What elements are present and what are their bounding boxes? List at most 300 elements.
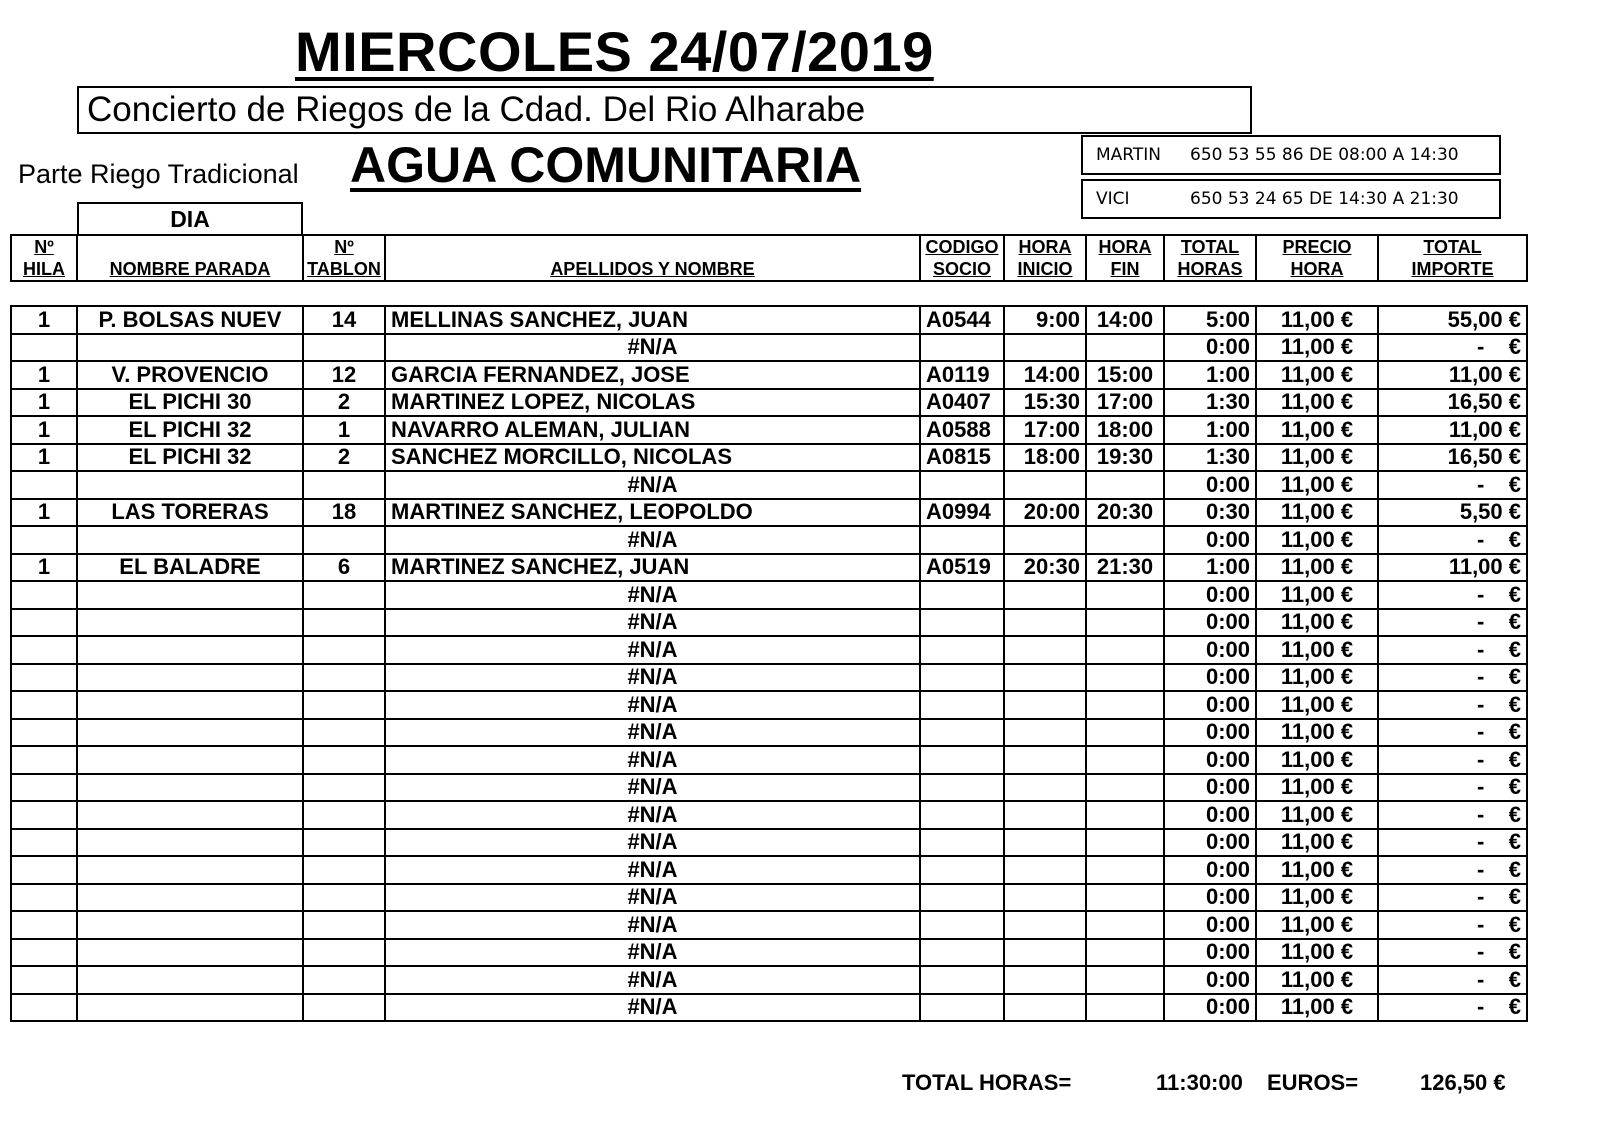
total-horas-label: TOTAL HORAS=	[902, 1070, 1072, 1095]
cell-horas: 1:30	[1164, 389, 1256, 417]
cell-nombre: #N/A	[385, 801, 920, 829]
cell-tablon: 2	[303, 389, 385, 417]
cell-importe: 55,00 €	[1378, 306, 1527, 334]
cell-fin	[1086, 471, 1164, 499]
cell-precio: 11,00 €	[1256, 444, 1378, 472]
cell-hila	[11, 966, 77, 994]
cell-hila: 1	[11, 389, 77, 417]
cell-horas: 1:00	[1164, 416, 1256, 444]
col-nombre-top	[385, 235, 920, 258]
cell-parada: EL PICHI 32	[77, 416, 303, 444]
cell-hila	[11, 829, 77, 857]
contact-name: MARTIN	[1096, 145, 1161, 165]
subtitle-box	[77, 86, 1252, 134]
col-horas-top: TOTAL	[1164, 235, 1256, 258]
cell-hila	[11, 856, 77, 884]
cell-parada: EL BALADRE	[77, 554, 303, 582]
cell-importe: 11,00 €	[1378, 554, 1527, 582]
cell-precio: 11,00 €	[1256, 691, 1378, 719]
table-row	[11, 911, 1527, 939]
col-importe-top: TOTAL	[1378, 235, 1527, 258]
cell-tablon: 6	[303, 554, 385, 582]
cell-parada	[77, 939, 303, 967]
cell-nombre: #N/A	[385, 911, 920, 939]
cell-importe: - €	[1378, 691, 1527, 719]
cell-importe: - €	[1378, 829, 1527, 857]
cell-parada	[77, 774, 303, 802]
cell-fin	[1086, 581, 1164, 609]
cell-nombre: #N/A	[385, 691, 920, 719]
cell-hila	[11, 994, 77, 1022]
cell-parada	[77, 801, 303, 829]
cell-horas: 0:00	[1164, 774, 1256, 802]
cell-nombre: #N/A	[385, 526, 920, 554]
cell-tablon	[303, 856, 385, 884]
table-row	[11, 554, 1527, 582]
cell-nombre: NAVARRO ALEMAN, JULIAN	[385, 416, 920, 444]
contact-info: 650 53 55 86 DE 08:00 A 14:30	[1190, 145, 1459, 165]
euros-label: EUROS=	[1267, 1070, 1359, 1095]
cell-tablon: 14	[303, 306, 385, 334]
cell-horas: 0:00	[1164, 911, 1256, 939]
cell-horas: 0:00	[1164, 994, 1256, 1022]
cell-hila	[11, 801, 77, 829]
cell-hila	[11, 609, 77, 637]
data-table	[10, 305, 1528, 1022]
cell-tablon	[303, 911, 385, 939]
cell-fin: 17:00	[1086, 389, 1164, 417]
cell-importe: - €	[1378, 719, 1527, 747]
cell-inicio: 9:00	[1004, 306, 1086, 334]
cell-hila	[11, 939, 77, 967]
cell-tablon	[303, 526, 385, 554]
cell-tablon	[303, 884, 385, 912]
cell-precio: 11,00 €	[1256, 994, 1378, 1022]
cell-nombre: #N/A	[385, 746, 920, 774]
table-row	[11, 636, 1527, 664]
cell-fin	[1086, 526, 1164, 554]
cell-importe: - €	[1378, 526, 1527, 554]
table-row	[11, 499, 1527, 527]
cell-inicio	[1004, 856, 1086, 884]
cell-fin: 15:00	[1086, 361, 1164, 389]
cell-parada: V. PROVENCIO	[77, 361, 303, 389]
cell-socio	[920, 471, 1004, 499]
cell-horas: 0:00	[1164, 636, 1256, 664]
cell-parada	[77, 856, 303, 884]
table-row	[11, 746, 1527, 774]
cell-socio: A0994	[920, 499, 1004, 527]
cell-precio: 11,00 €	[1256, 939, 1378, 967]
cell-nombre: #N/A	[385, 966, 920, 994]
table-row	[11, 334, 1527, 362]
cell-hila	[11, 746, 77, 774]
cell-hila	[11, 691, 77, 719]
cell-parada	[77, 526, 303, 554]
cell-importe: - €	[1378, 774, 1527, 802]
cell-parada: LAS TORERAS	[77, 499, 303, 527]
cell-parada: P. BOLSAS NUEV	[77, 306, 303, 334]
cell-socio	[920, 939, 1004, 967]
cell-precio: 11,00 €	[1256, 884, 1378, 912]
cell-nombre: #N/A	[385, 719, 920, 747]
cell-inicio	[1004, 691, 1086, 719]
cell-precio: 11,00 €	[1256, 856, 1378, 884]
cell-importe: - €	[1378, 856, 1527, 884]
cell-parada	[77, 829, 303, 857]
cell-socio: A0815	[920, 444, 1004, 472]
cell-horas: 0:00	[1164, 581, 1256, 609]
cell-inicio	[1004, 719, 1086, 747]
table-row	[11, 801, 1527, 829]
cell-socio	[920, 801, 1004, 829]
cell-precio: 11,00 €	[1256, 334, 1378, 362]
cell-nombre: GARCIA FERNANDEZ, JOSE	[385, 361, 920, 389]
cell-fin: 14:00	[1086, 306, 1164, 334]
cell-inicio	[1004, 636, 1086, 664]
cell-socio	[920, 334, 1004, 362]
cell-horas: 0:00	[1164, 526, 1256, 554]
cell-inicio: 17:00	[1004, 416, 1086, 444]
cell-socio: A0407	[920, 389, 1004, 417]
cell-hila	[11, 664, 77, 692]
cell-parada	[77, 884, 303, 912]
cell-inicio	[1004, 581, 1086, 609]
col-hila-top: Nº	[11, 235, 77, 258]
total-horas-value: 11:30:00	[1156, 1070, 1243, 1095]
table-row	[11, 609, 1527, 637]
col-parada-top	[77, 235, 303, 258]
cell-horas: 1:00	[1164, 361, 1256, 389]
cell-hila: 1	[11, 306, 77, 334]
cell-fin	[1086, 609, 1164, 637]
cell-importe: - €	[1378, 801, 1527, 829]
table-row	[11, 774, 1527, 802]
cell-socio	[920, 966, 1004, 994]
cell-tablon	[303, 939, 385, 967]
cell-hila	[11, 334, 77, 362]
cell-fin	[1086, 636, 1164, 664]
cell-horas: 0:30	[1164, 499, 1256, 527]
cell-parada	[77, 636, 303, 664]
cell-inicio	[1004, 884, 1086, 912]
cell-parada	[77, 746, 303, 774]
cell-tablon	[303, 994, 385, 1022]
cell-socio	[920, 911, 1004, 939]
cell-hila	[11, 884, 77, 912]
cell-nombre: #N/A	[385, 939, 920, 967]
cell-nombre: #N/A	[385, 664, 920, 692]
cell-precio: 11,00 €	[1256, 416, 1378, 444]
cell-socio: A0544	[920, 306, 1004, 334]
cell-socio	[920, 636, 1004, 664]
cell-precio: 11,00 €	[1256, 389, 1378, 417]
col-hila: HILA	[11, 258, 77, 281]
cell-tablon	[303, 829, 385, 857]
cell-importe: - €	[1378, 746, 1527, 774]
cell-parada	[77, 664, 303, 692]
cell-tablon	[303, 581, 385, 609]
cell-importe: - €	[1378, 581, 1527, 609]
cell-importe: - €	[1378, 636, 1527, 664]
cell-inicio	[1004, 609, 1086, 637]
table-row	[11, 939, 1527, 967]
col-inicio-top: HORA	[1004, 235, 1086, 258]
cell-hila: 1	[11, 361, 77, 389]
cell-fin	[1086, 664, 1164, 692]
cell-horas: 0:00	[1164, 691, 1256, 719]
cell-horas: 1:00	[1164, 554, 1256, 582]
cell-hila	[11, 471, 77, 499]
cell-nombre: #N/A	[385, 856, 920, 884]
cell-inicio: 14:00	[1004, 361, 1086, 389]
cell-tablon	[303, 636, 385, 664]
cell-importe: 11,00 €	[1378, 361, 1527, 389]
cell-horas: 0:00	[1164, 471, 1256, 499]
table-row	[11, 719, 1527, 747]
parte-label: Parte Riego Tradicional	[18, 159, 299, 189]
cell-importe: - €	[1378, 884, 1527, 912]
cell-fin: 21:30	[1086, 554, 1164, 582]
subtitle: Concierto de Riegos de la Cdad. Del Rio Alharabe	[87, 90, 866, 129]
table-row	[11, 856, 1527, 884]
contact-info: 650 53 24 65 DE 14:30 A 21:30	[1190, 189, 1459, 209]
cell-socio	[920, 829, 1004, 857]
cell-horas: 0:00	[1164, 829, 1256, 857]
cell-inicio	[1004, 526, 1086, 554]
cell-fin	[1086, 334, 1164, 362]
table-body	[11, 306, 1527, 1021]
cell-horas: 0:00	[1164, 856, 1256, 884]
col-fin-top: HORA	[1086, 235, 1164, 258]
cell-inicio	[1004, 966, 1086, 994]
cell-hila	[11, 774, 77, 802]
cell-precio: 11,00 €	[1256, 471, 1378, 499]
cell-nombre: #N/A	[385, 471, 920, 499]
cell-tablon: 18	[303, 499, 385, 527]
cell-precio: 11,00 €	[1256, 746, 1378, 774]
cell-fin	[1086, 774, 1164, 802]
col-nombre: APELLIDOS Y NOMBRE	[385, 258, 920, 281]
cell-hila: 1	[11, 444, 77, 472]
cell-fin	[1086, 719, 1164, 747]
cell-importe: - €	[1378, 609, 1527, 637]
cell-nombre: #N/A	[385, 609, 920, 637]
col-precio-top: PRECIO	[1256, 235, 1378, 258]
cell-precio: 11,00 €	[1256, 581, 1378, 609]
cell-precio: 11,00 €	[1256, 719, 1378, 747]
cell-precio: 11,00 €	[1256, 609, 1378, 637]
table-row	[11, 884, 1527, 912]
cell-socio	[920, 691, 1004, 719]
col-inicio: INICIO	[1004, 258, 1086, 281]
cell-tablon	[303, 609, 385, 637]
cell-tablon	[303, 691, 385, 719]
agua-title: AGUA COMUNITARIA	[350, 137, 862, 193]
cell-socio: A0519	[920, 554, 1004, 582]
dia-label: DIA	[77, 202, 303, 234]
cell-hila: 1	[11, 499, 77, 527]
cell-precio: 11,00 €	[1256, 306, 1378, 334]
table-row	[11, 526, 1527, 554]
table-row	[11, 444, 1527, 472]
cell-importe: - €	[1378, 911, 1527, 939]
cell-horas: 0:00	[1164, 746, 1256, 774]
cell-nombre: #N/A	[385, 334, 920, 362]
cell-tablon	[303, 664, 385, 692]
cell-precio: 11,00 €	[1256, 664, 1378, 692]
cell-nombre: MARTINEZ SANCHEZ, LEOPOLDO	[385, 499, 920, 527]
cell-horas: 1:30	[1164, 444, 1256, 472]
cell-nombre: MARTINEZ SANCHEZ, JUAN	[385, 554, 920, 582]
cell-tablon	[303, 334, 385, 362]
contact-vici	[1081, 179, 1501, 219]
cell-importe: - €	[1378, 994, 1527, 1022]
cell-tablon	[303, 774, 385, 802]
cell-nombre: #N/A	[385, 636, 920, 664]
cell-parada	[77, 994, 303, 1022]
cell-inicio: 15:30	[1004, 389, 1086, 417]
cell-precio: 11,00 €	[1256, 499, 1378, 527]
table-row	[11, 416, 1527, 444]
col-parada: NOMBRE PARADA	[77, 258, 303, 281]
cell-importe: - €	[1378, 939, 1527, 967]
cell-socio	[920, 746, 1004, 774]
cell-precio: 11,00 €	[1256, 911, 1378, 939]
cell-nombre: #N/A	[385, 884, 920, 912]
cell-fin	[1086, 746, 1164, 774]
cell-importe: - €	[1378, 334, 1527, 362]
cell-tablon: 2	[303, 444, 385, 472]
euros-value: 126,50 €	[1420, 1070, 1506, 1095]
cell-socio	[920, 884, 1004, 912]
cell-importe: - €	[1378, 966, 1527, 994]
cell-inicio	[1004, 939, 1086, 967]
col-tablon: TABLON	[303, 258, 385, 281]
cell-nombre: SANCHEZ MORCILLO, NICOLAS	[385, 444, 920, 472]
cell-horas: 0:00	[1164, 966, 1256, 994]
cell-precio: 11,00 €	[1256, 636, 1378, 664]
cell-horas: 0:00	[1164, 609, 1256, 637]
cell-socio	[920, 664, 1004, 692]
col-tablon-top: Nº	[303, 235, 385, 258]
cell-tablon	[303, 801, 385, 829]
col-importe: IMPORTE	[1378, 258, 1527, 281]
cell-inicio: 20:00	[1004, 499, 1086, 527]
cell-fin	[1086, 801, 1164, 829]
cell-inicio	[1004, 801, 1086, 829]
table-row	[11, 361, 1527, 389]
cell-parada: EL PICHI 32	[77, 444, 303, 472]
cell-importe: 11,00 €	[1378, 416, 1527, 444]
cell-hila: 1	[11, 554, 77, 582]
cell-parada	[77, 911, 303, 939]
cell-nombre: #N/A	[385, 994, 920, 1022]
cell-importe: 16,50 €	[1378, 389, 1527, 417]
cell-inicio	[1004, 746, 1086, 774]
table-row	[11, 581, 1527, 609]
cell-parada: EL PICHI 30	[77, 389, 303, 417]
cell-tablon	[303, 746, 385, 774]
cell-socio	[920, 856, 1004, 884]
page-title: MIERCOLES 24/07/2019	[295, 20, 934, 83]
col-horas: HORAS	[1164, 258, 1256, 281]
cell-fin	[1086, 966, 1164, 994]
cell-socio	[920, 526, 1004, 554]
cell-inicio	[1004, 911, 1086, 939]
cell-horas: 0:00	[1164, 719, 1256, 747]
cell-parada	[77, 966, 303, 994]
cell-inicio	[1004, 829, 1086, 857]
cell-inicio	[1004, 334, 1086, 362]
cell-tablon	[303, 719, 385, 747]
cell-tablon: 12	[303, 361, 385, 389]
cell-socio	[920, 609, 1004, 637]
cell-precio: 11,00 €	[1256, 829, 1378, 857]
col-fin: FIN	[1086, 258, 1164, 281]
cell-horas: 5:00	[1164, 306, 1256, 334]
cell-parada	[77, 471, 303, 499]
cell-nombre: #N/A	[385, 774, 920, 802]
cell-socio	[920, 719, 1004, 747]
cell-precio: 11,00 €	[1256, 801, 1378, 829]
cell-inicio	[1004, 664, 1086, 692]
cell-nombre: MARTINEZ LOPEZ, NICOLAS	[385, 389, 920, 417]
cell-importe: 5,50 €	[1378, 499, 1527, 527]
cell-horas: 0:00	[1164, 801, 1256, 829]
table-row	[11, 691, 1527, 719]
cell-hila: 1	[11, 416, 77, 444]
cell-nombre: #N/A	[385, 829, 920, 857]
col-precio: HORA	[1256, 258, 1378, 281]
col-socio: SOCIO	[920, 258, 1004, 281]
table-row	[11, 306, 1527, 334]
cell-precio: 11,00 €	[1256, 966, 1378, 994]
cell-hila	[11, 581, 77, 609]
cell-fin	[1086, 939, 1164, 967]
cell-fin	[1086, 691, 1164, 719]
cell-parada	[77, 691, 303, 719]
cell-nombre: MELLINAS SANCHEZ, JUAN	[385, 306, 920, 334]
contact-name: VICI	[1096, 189, 1130, 209]
cell-inicio	[1004, 994, 1086, 1022]
cell-fin	[1086, 829, 1164, 857]
cell-tablon	[303, 471, 385, 499]
cell-importe: 16,50 €	[1378, 444, 1527, 472]
cell-socio: A0588	[920, 416, 1004, 444]
cell-fin	[1086, 884, 1164, 912]
cell-precio: 11,00 €	[1256, 526, 1378, 554]
cell-hila	[11, 636, 77, 664]
col-socio-top: CODIGO	[920, 235, 1004, 258]
cell-fin: 20:30	[1086, 499, 1164, 527]
table-row	[11, 994, 1527, 1022]
cell-horas: 0:00	[1164, 939, 1256, 967]
cell-importe: - €	[1378, 471, 1527, 499]
cell-fin: 18:00	[1086, 416, 1164, 444]
cell-parada	[77, 719, 303, 747]
cell-hila	[11, 719, 77, 747]
cell-fin	[1086, 911, 1164, 939]
table-row	[11, 664, 1527, 692]
cell-socio: A0119	[920, 361, 1004, 389]
table-row	[11, 471, 1527, 499]
cell-hila	[11, 526, 77, 554]
cell-parada	[77, 581, 303, 609]
cell-inicio: 18:00	[1004, 444, 1086, 472]
cell-tablon: 1	[303, 416, 385, 444]
contact-martin	[1081, 135, 1501, 175]
